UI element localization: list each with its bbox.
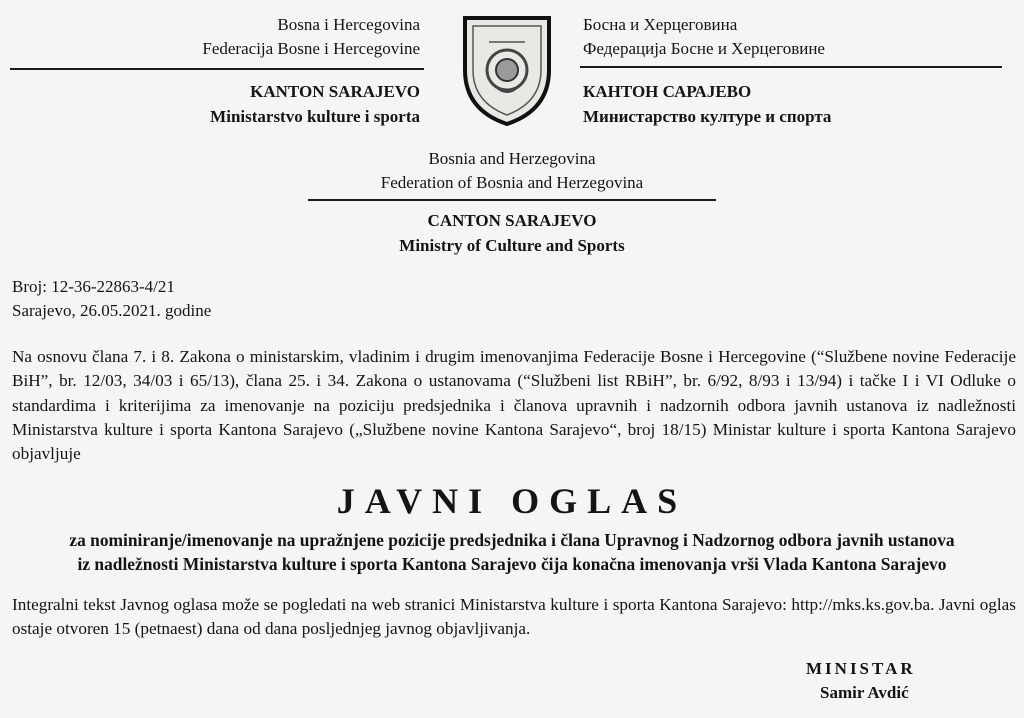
header-left-rule xyxy=(10,68,424,70)
document-number: Broj: 12-36-22863-4/21 xyxy=(12,277,175,296)
header-right-canton: КАНТОН САРАЈЕВО xyxy=(583,82,752,101)
header-left-ministry: Ministarstvo kulture i sporta xyxy=(210,107,420,126)
intro-paragraph: Na osnovu člana 7. i 8. Zakona o ministarskim, vladinim i drugim imenovanjima Federacije Bosne i Hercegovine (“Službene novine Federacije BiH”, br. 12/03, 34/03 i 65/13), člana 25. i 34. Zakona o ustanovama (“Službeni list RBiH”, br. 6/92, 8/93 i 13/94) i tačke I i VI Odluke o standardima i kriterijima za imenovanje na poziciju predsjednika i članova upravnih i nadzornih odbora javnih ustanova iz nadležnosti Ministarstva kulture i sporta Kantona Sarajevo („Službene novine Kantona Sarajevo“, broj 18/15) Ministar kulture i sporta Kantona Sarajevo objavljuje xyxy=(12,347,1016,464)
coat-of-arms-emblem xyxy=(459,12,555,128)
header-center-country: Bosnia and Herzegovina xyxy=(428,149,596,168)
header-center-rule xyxy=(308,199,716,201)
subtitle-line-1: za nominiranje/imenovanje na upražnjene pozicije predsjednika i člana Upravnog i Nadzornog odbora javnih ustanova xyxy=(69,530,955,550)
header-left-country: Bosna i Hercegovina xyxy=(277,15,420,34)
header-left-federation: Federacija Bosne i Hercegovine xyxy=(202,39,420,58)
announcement-title: JAVNI OGLAS xyxy=(336,481,688,521)
header-left-canton: KANTON SARAJEVO xyxy=(250,82,420,101)
header-right-ministry: Министарство културе и спорта xyxy=(583,107,832,126)
header-right-federation: Федерација Босне и Херцеговине xyxy=(583,39,825,58)
body-paragraph: Integralni tekst Javnog oglasa može se pogledati na web stranici Ministarstva kulture i sporta Kantona Sarajevo: http://mks.ks.gov.ba. Javni oglas ostaje otvoren 15 (petnaest) dana od dana posljednjeg javnog objavljivanja. xyxy=(12,595,1016,639)
header-center-ministry: Ministry of Culture and Sports xyxy=(399,236,625,255)
subtitle-line-2: iz nadležnosti Ministarstva kulture i sporta Kantona Sarajevo čija konačna imenovanja vrši Vlada Kantona Sarajevo xyxy=(77,554,947,574)
signature-name: Samir Avdić xyxy=(820,683,909,702)
signature-title: MINISTAR xyxy=(806,659,916,678)
header-center-federation: Federation of Bosnia and Herzegovina xyxy=(380,173,644,192)
header-right-rule xyxy=(580,66,1002,68)
announcement-subtitle xyxy=(0,528,1024,576)
header-right-country: Босна и Херцеговина xyxy=(583,15,738,34)
document-place-date: Sarajevo, 26.05.2021. godine xyxy=(12,301,212,320)
header-center-canton: CANTON SARAJEVO xyxy=(427,211,597,230)
